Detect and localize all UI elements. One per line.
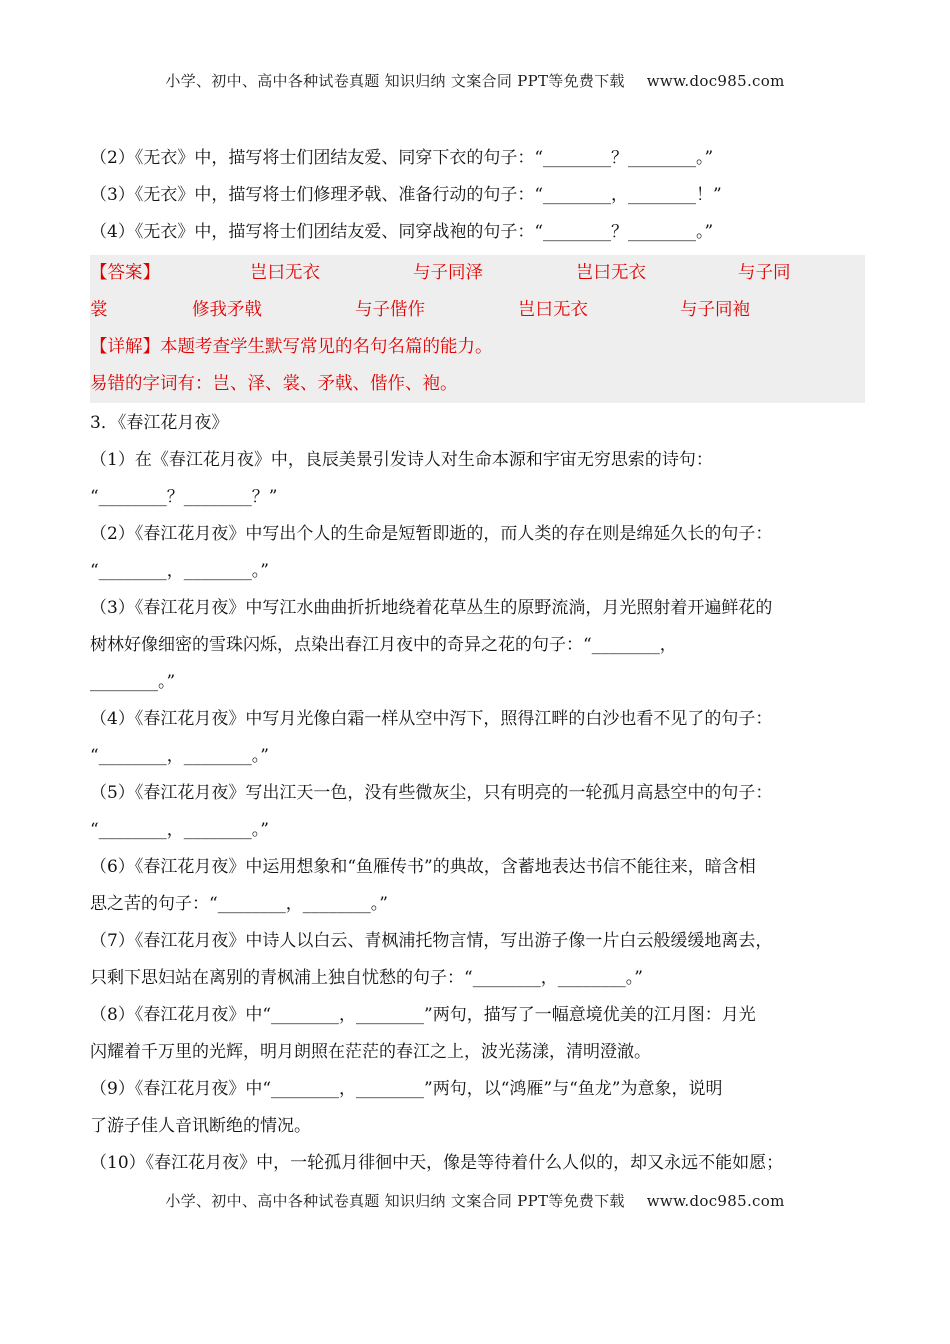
answer-row-1	[90, 255, 865, 292]
section-line: 只剩下思妇站在离别的青枫浦上独自忧愁的句子：“________，________。”	[90, 968, 643, 988]
answer-row-2	[90, 292, 865, 329]
question-2: （2）《无衣》中，描写将士们团结友爱、同穿下衣的句子：“________？________。”	[90, 148, 714, 168]
answer-item: 岂曰无衣	[250, 263, 320, 283]
section-line: 了游子佳人音讯断绝的情况。	[90, 1116, 311, 1136]
answer-detail: 【详解】本题考查学生默写常见的名句名篇的能力。	[90, 337, 493, 357]
section-line: 树林好像细密的雪珠闪烁，点染出春江月夜中的奇异之花的句子：“________，	[90, 635, 677, 655]
document-body	[90, 140, 865, 1182]
answer-errors: 易错的字词有：岂、泽、裳、矛戟、偕作、袍。	[90, 374, 458, 394]
section-line: “________，________。”	[90, 820, 269, 840]
question-3: （3）《无衣》中，描写将士们修理矛戟、准备行动的句子：“________，________！”	[90, 185, 722, 205]
section-line: （8）《春江花月夜》中“________，________”两句，描写了一幅意境优美的江月图：月光	[90, 1005, 756, 1025]
answer-item: 与子同泽	[413, 263, 483, 283]
section-line: ________。”	[90, 672, 176, 692]
section-line: （5）《春江花月夜》写出江天一色，没有些微灰尘，只有明亮的一轮孤月高悬空中的句子：	[90, 783, 773, 803]
section-line: “________，________。”	[90, 746, 269, 766]
page-header	[0, 70, 950, 91]
section-title: 3．《春江花月夜》	[90, 413, 229, 433]
answer-item: 与子偕作	[355, 300, 425, 320]
footer-url[interactable]: www.doc985.com	[646, 1192, 785, 1210]
answer-box	[90, 255, 865, 403]
section-line: （2）《春江花月夜》中写出个人的生命是短暂即逝的，而人类的存在则是绵延久长的句子：	[90, 524, 773, 544]
answer-item: 岂曰无衣	[576, 263, 646, 283]
section-line: （3）《春江花月夜》中写江水曲曲折折地绕着花草丛生的原野流淌，月光照射着开遍鲜花的	[90, 598, 773, 618]
answer-label: 【答案】	[90, 263, 160, 283]
section-line: （4）《春江花月夜》中写月光像白霜一样从空中泻下，照得江畔的白沙也看不见了的句子：	[90, 709, 773, 729]
header-url[interactable]: www.doc985.com	[646, 72, 785, 90]
answer-item: 与子同袍	[680, 300, 750, 320]
section-line: “________？________？”	[90, 487, 278, 507]
page-footer	[0, 1190, 950, 1211]
question-4: （4）《无衣》中，描写将士们团结友爱、同穿战袍的句子：“________？________。”	[90, 222, 714, 242]
footer-text: 小学、初中、高中各种试卷真题 知识归纳 文案合同 PPT等免费下载	[165, 1192, 625, 1210]
answer-item: 与子同	[738, 263, 791, 283]
header-text: 小学、初中、高中各种试卷真题 知识归纳 文案合同 PPT等免费下载	[165, 72, 625, 90]
section-line: “________，________。”	[90, 561, 269, 581]
section-line: 思之苦的句子：“________，________。”	[90, 894, 388, 914]
section-line: （1）在《春江花月夜》中，良辰美景引发诗人对生命本源和宇宙无穷思索的诗句：	[90, 450, 713, 470]
answer-item: 岂曰无衣	[518, 300, 588, 320]
answer-item: 裳	[90, 300, 108, 320]
section-line: （6）《春江花月夜》中运用想象和“鱼雁传书”的典故，含蓄地表达书信不能往来，暗含相	[90, 857, 756, 877]
section-line: （9）《春江花月夜》中“________，________”两句，以“鸿雁”与“鱼龙”为意象，说明	[90, 1079, 723, 1099]
section-line: （10）《春江花月夜》中，一轮孤月徘徊中天，像是等待着什么人似的，却又永远不能如愿；	[90, 1153, 784, 1173]
section-line: （7）《春江花月夜》中诗人以白云、青枫浦托物言情，写出游子像一片白云般缓缓地离去，	[90, 931, 773, 951]
answer-item: 修我矛戟	[192, 300, 262, 320]
section-line: 闪耀着千万里的光辉，明月朗照在茫茫的春江之上，波光荡漾，清明澄澈。	[90, 1042, 651, 1062]
